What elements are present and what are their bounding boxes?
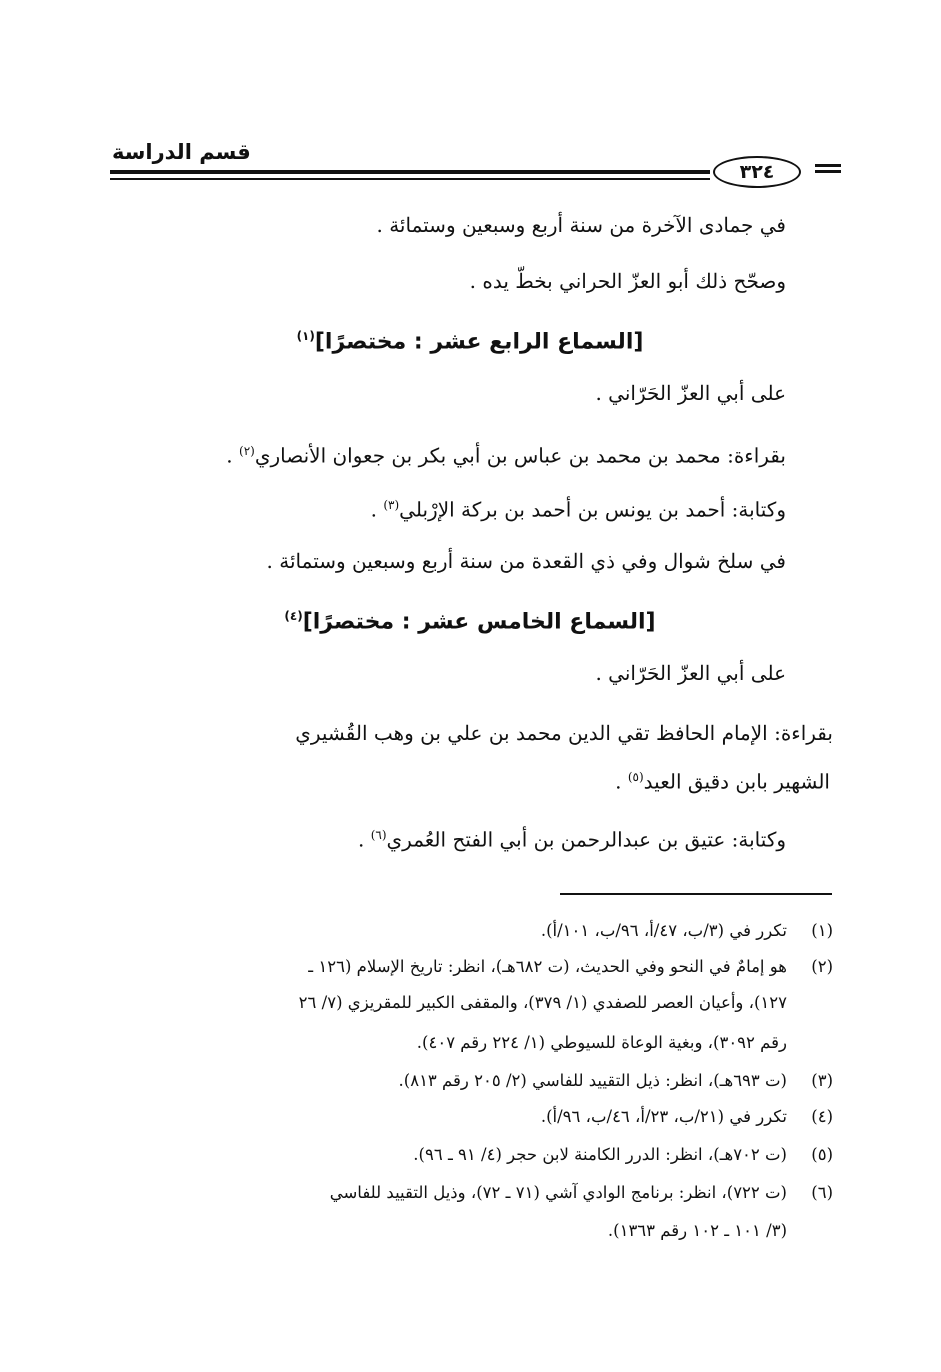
body-line: على أبي العزّ الحَرّاني .	[595, 381, 786, 405]
section-heading-15: [السماع الخامس عشر : مختصرًا]$^{(٤)}$	[284, 609, 656, 635]
footnote: (٥)(ت ٧٠٢هـ)، انظر: الدرر الكامنة لابن حجر (٤/ ٩١ ـ ٩٦).	[413, 1145, 833, 1164]
footnote: (٢)هو إمامٌ في النحو وفي الحديث، (ت ٦٨٢هـ)، انظر: تاريخ الإسلام (١٢٦ ـ	[308, 957, 833, 976]
section-title: قسم الدراسة	[112, 140, 251, 164]
footnote: (٦)(ت ٧٢٢)، انظر: برنامج الوادي آشي (٧١ ـ ٧٢)، وذيل التقييد للفاسي	[329, 1183, 833, 1202]
footnote-line: (٣/ ١٠١ ـ ١٠٢ رقم ١٣٦٣).	[607, 1221, 787, 1240]
page-number: ٣٢٤	[713, 156, 801, 188]
header-rule-thin	[110, 178, 710, 180]
body-line: وصحّح ذلك أبو العزّ الحراني بخطّ يده .	[469, 269, 786, 293]
body-line: على أبي العزّ الحَرّاني .	[595, 661, 786, 685]
body-line: وكتابة: أحمد بن يونس بن أحمد بن بركة الإرْبلي$^{(٣)}$ .	[370, 497, 786, 522]
footnote-line: ١٢٧)، وأعيان العصر للصفدي (١/ ٣٧٩)، والمقفى الكبير للمقريزي (٧/ ٢٦	[298, 993, 787, 1012]
footnote-line: رقم ٣٠٩٢)، وبغية الوعاة للسيوطي (١/ ٢٢٤ رقم ٤٠٧).	[416, 1033, 787, 1052]
body-line: في جمادى الآخرة من سنة أربع وسبعين وستمائة .	[376, 213, 786, 237]
section-heading-14: [السماع الرابع عشر : مختصرًا]$^{(١)}$	[296, 329, 644, 355]
header-ornament	[815, 164, 841, 176]
body-line: بقراءة: محمد بن محمد بن عباس بن أبي بكر بن جعوان الأنصاري$^{(٢)}$ .	[226, 443, 786, 468]
body-line: بقراءة: الإمام الحافظ تقي الدين محمد بن علي بن وهب القُشيري	[295, 721, 833, 745]
body-line: في سلخ شوال وفي ذي القعدة من سنة أربع وسبعين وستمائة .	[266, 549, 786, 573]
footnote: (١)تكرر في (٣/ب، ٤٧/أ، ٩٦/ب، ١٠١/أ).	[540, 921, 833, 940]
footnote-rule	[560, 893, 832, 895]
footnote: (٤)تكرر في (٢١/ب، ٢٣/أ، ٤٦/ب، ٩٦/أ).	[540, 1107, 833, 1126]
footnote: (٣)(ت ٦٩٣هـ)، انظر: ذيل التقييد للفاسي (٢/ ٢٠٥ رقم ٨١٣).	[398, 1071, 833, 1090]
header-rule	[110, 170, 710, 174]
body-line: الشهير بابن دقيق العيد$^{(٥)}$ .	[615, 769, 830, 794]
body-line: وكتابة: عتيق بن عبدالرحمن بن أبي الفتح العُمري$^{(٦)}$ .	[357, 827, 786, 852]
